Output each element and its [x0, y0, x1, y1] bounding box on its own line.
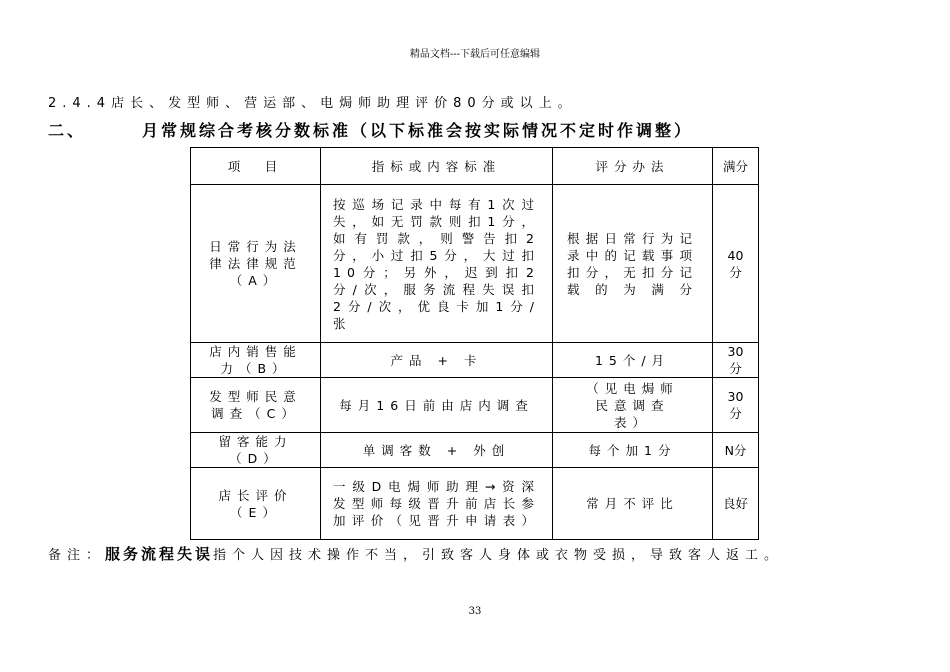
note-label: 备注：	[48, 548, 106, 563]
cell-item: 日常行为法律法律规范（A）	[191, 185, 321, 343]
cell-method: 根据日常行为记录中的记载事项扣分，无扣分记载的为满分	[553, 185, 713, 343]
cell-score: 良好	[713, 468, 759, 540]
cell-standard: 一级D电焗师助理→资深发型师每级晋升前店长参加评价（见晋升申请表）	[321, 468, 553, 540]
cell-score: N分	[713, 433, 759, 468]
cell-standard: 产品 + 卡	[321, 343, 553, 378]
cell-score: 30分	[713, 378, 759, 433]
section-title: 月常规综合考核分数标准（以下标准会按实际情况不定时作调整）	[142, 121, 694, 140]
section-heading	[48, 118, 693, 141]
cell-standard: 每月16日前由店内调查	[321, 378, 553, 433]
cell-method: （见电焗师民意调查表）	[553, 378, 713, 433]
header-item: 项 目	[191, 148, 321, 185]
section-number: 二、	[48, 121, 87, 140]
page-header: 精品文档---下载后可任意编辑	[409, 49, 541, 60]
table-row	[191, 468, 759, 540]
cell-method: 15个/月	[553, 343, 713, 378]
cell-item: 留客能力（D）	[191, 433, 321, 468]
cell-score: 30分	[713, 343, 759, 378]
cell-item: 发型师民意调查（C）	[191, 378, 321, 433]
header-standard: 指标或内容标准	[321, 148, 553, 185]
table-row	[191, 433, 759, 468]
header-score: 满分	[713, 148, 759, 185]
note-term: 服务流程失误	[105, 545, 214, 563]
table-header-row	[191, 148, 759, 185]
note-text: 指个人因技术操作不当，引致客人身体或衣物受损，导致客人返工。	[213, 548, 784, 563]
cell-method: 常月不评比	[553, 468, 713, 540]
cell-standard: 单调客数 + 外创	[321, 433, 553, 468]
table-row	[191, 343, 759, 378]
cell-item: 店内销售能力（B）	[191, 343, 321, 378]
cell-standard: 按巡场记录中每有1次过失，如无罚款则扣1分，如有罚款，则警告扣2分，小过扣5分，大过扣10分；另外，迟到扣2分/次，服务流程失误扣2分/次，优良卡加1分/张	[321, 185, 553, 343]
header-method: 评分办法	[553, 148, 713, 185]
footnote	[48, 541, 893, 569]
table-row	[191, 378, 759, 433]
cell-item: 店长评价（E）	[191, 468, 321, 540]
table-row	[191, 185, 759, 343]
criteria-line: 2.4.4店长、发型师、营运部、电焗师助理评价80分或以上。	[48, 96, 577, 111]
assessment-table	[190, 147, 759, 540]
cell-score: 40分	[713, 185, 759, 343]
page-number: 33	[468, 606, 482, 617]
cell-method: 每个加1分	[553, 433, 713, 468]
